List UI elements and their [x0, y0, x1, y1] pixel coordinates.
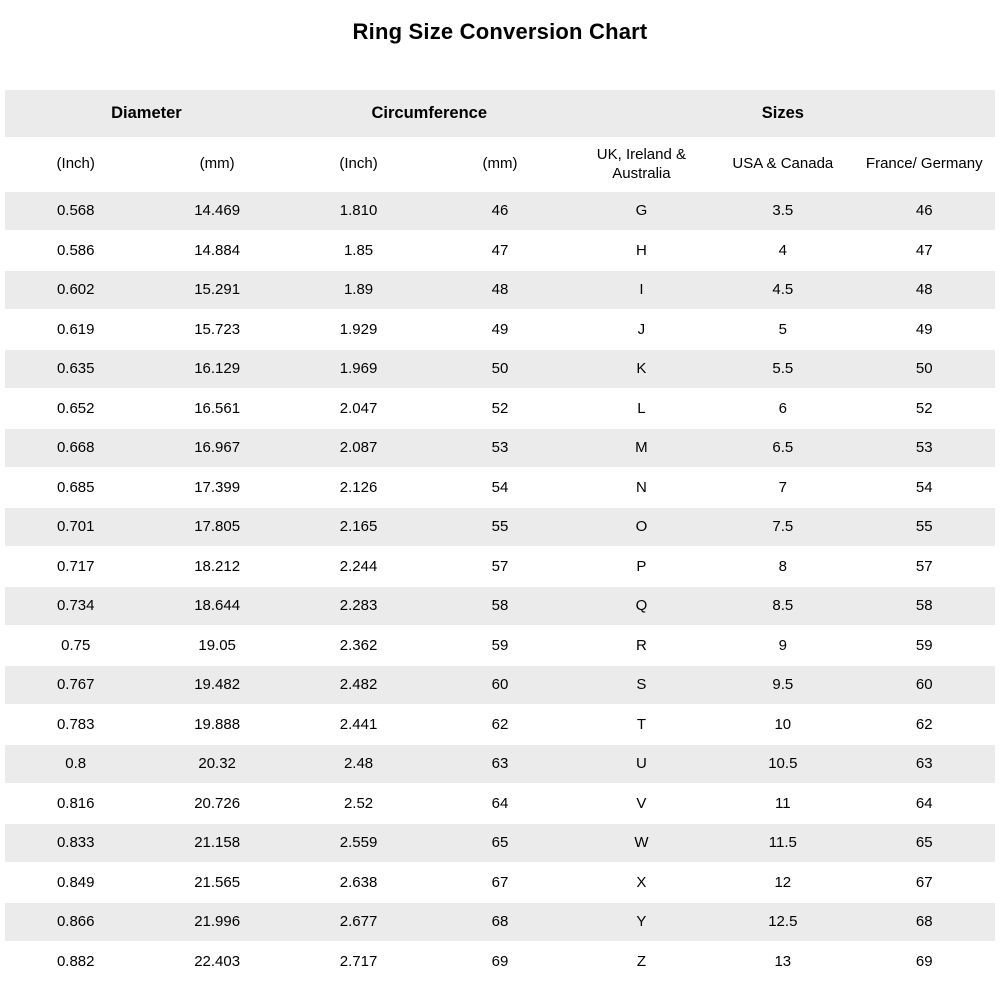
table-cell: 47: [429, 231, 570, 271]
table-row: [5, 744, 995, 784]
table-cell: 0.602: [5, 270, 146, 310]
table-cell: 2.482: [288, 665, 429, 705]
table-cell: 5: [712, 310, 853, 350]
table-cell: 46: [854, 191, 995, 231]
table-cell: 10.5: [712, 744, 853, 784]
table-cell: 2.717: [288, 942, 429, 981]
table-cell: 1.969: [288, 349, 429, 389]
table-cell: 13: [712, 942, 853, 981]
table-cell: 52: [429, 389, 570, 429]
table-cell: X: [571, 863, 712, 903]
table-cell: 0.866: [5, 902, 146, 942]
table-cell: 14.469: [146, 191, 287, 231]
table-cell: 55: [429, 507, 570, 547]
table-cell: 18.644: [146, 586, 287, 626]
table-cell: N: [571, 468, 712, 508]
table-cell: Q: [571, 586, 712, 626]
table-cell: 63: [854, 744, 995, 784]
table-cell: 65: [429, 823, 570, 863]
table-cell: Y: [571, 902, 712, 942]
table-cell: 0.619: [5, 310, 146, 350]
table-cell: 12: [712, 863, 853, 903]
table-cell: P: [571, 547, 712, 587]
table-cell: 48: [854, 270, 995, 310]
table-cell: 10: [712, 705, 853, 745]
table-cell: 47: [854, 231, 995, 271]
table-row: [5, 586, 995, 626]
table-cell: 21.565: [146, 863, 287, 903]
table-cell: 9.5: [712, 665, 853, 705]
table-cell: 49: [429, 310, 570, 350]
table-cell: 7: [712, 468, 853, 508]
table-cell: 64: [854, 784, 995, 824]
table-cell: G: [571, 191, 712, 231]
table-cell: 0.568: [5, 191, 146, 231]
table-cell: 16.561: [146, 389, 287, 429]
table-cell: 50: [429, 349, 570, 389]
table-cell: 0.783: [5, 705, 146, 745]
table-cell: 60: [854, 665, 995, 705]
table-cell: 1.810: [288, 191, 429, 231]
table-cell: 0.767: [5, 665, 146, 705]
table-cell: 0.8: [5, 744, 146, 784]
table-cell: 17.805: [146, 507, 287, 547]
table-row: [5, 547, 995, 587]
table-cell: 19.482: [146, 665, 287, 705]
table-cell: 62: [854, 705, 995, 745]
table-cell: 8.5: [712, 586, 853, 626]
table-row: [5, 270, 995, 310]
table-cell: M: [571, 428, 712, 468]
table-cell: 60: [429, 665, 570, 705]
table-row: [5, 310, 995, 350]
table-cell: 8: [712, 547, 853, 587]
table-cell: V: [571, 784, 712, 824]
table-cell: 6.5: [712, 428, 853, 468]
column-header-circumference-mm: (mm): [429, 137, 570, 191]
table-row: [5, 349, 995, 389]
table-row: [5, 626, 995, 666]
table-row: [5, 942, 995, 981]
table-cell: 12.5: [712, 902, 853, 942]
table-cell: 3.5: [712, 191, 853, 231]
table-cell: 21.158: [146, 823, 287, 863]
table-cell: 58: [429, 586, 570, 626]
group-header-sizes: Sizes: [571, 90, 995, 137]
table-cell: O: [571, 507, 712, 547]
table-cell: 0.652: [5, 389, 146, 429]
table-cell: 0.734: [5, 586, 146, 626]
table-cell: 2.047: [288, 389, 429, 429]
table-row: [5, 191, 995, 231]
table-cell: 58: [854, 586, 995, 626]
table-cell: 2.677: [288, 902, 429, 942]
table-body: [5, 191, 995, 980]
table-cell: 52: [854, 389, 995, 429]
table-cell: 2.48: [288, 744, 429, 784]
table-cell: 4: [712, 231, 853, 271]
table-cell: 49: [854, 310, 995, 350]
table-cell: W: [571, 823, 712, 863]
table-cell: 0.586: [5, 231, 146, 271]
column-header-usa-canada: USA & Canada: [712, 137, 853, 191]
table-cell: 67: [854, 863, 995, 903]
table-cell: 2.087: [288, 428, 429, 468]
table-cell: 15.291: [146, 270, 287, 310]
table-cell: 0.75: [5, 626, 146, 666]
column-header-france-germany: France/ Germany: [854, 137, 995, 191]
table-cell: 0.849: [5, 863, 146, 903]
table-row: [5, 665, 995, 705]
table-row: [5, 231, 995, 271]
table-cell: 14.884: [146, 231, 287, 271]
table-cell: 21.996: [146, 902, 287, 942]
table-cell: K: [571, 349, 712, 389]
table-cell: R: [571, 626, 712, 666]
group-header-row: [5, 90, 995, 137]
table-cell: 67: [429, 863, 570, 903]
table-cell: 2.126: [288, 468, 429, 508]
table-cell: 0.668: [5, 428, 146, 468]
table-cell: 0.685: [5, 468, 146, 508]
table-cell: 1.85: [288, 231, 429, 271]
table-row: [5, 902, 995, 942]
table-cell: 2.244: [288, 547, 429, 587]
table-cell: 57: [854, 547, 995, 587]
table-cell: 63: [429, 744, 570, 784]
table-cell: 2.638: [288, 863, 429, 903]
table-row: [5, 784, 995, 824]
group-header-circumference: Circumference: [288, 90, 571, 137]
column-header-circumference-inch: (Inch): [288, 137, 429, 191]
table-cell: 1.929: [288, 310, 429, 350]
table-cell: 53: [854, 428, 995, 468]
table-row: [5, 823, 995, 863]
column-header-diameter-mm: (mm): [146, 137, 287, 191]
table-cell: 46: [429, 191, 570, 231]
table-cell: 0.635: [5, 349, 146, 389]
table-cell: 20.726: [146, 784, 287, 824]
table-cell: 4.5: [712, 270, 853, 310]
table-cell: 62: [429, 705, 570, 745]
table-cell: 64: [429, 784, 570, 824]
table-cell: 57: [429, 547, 570, 587]
table-cell: 5.5: [712, 349, 853, 389]
table-cell: 2.559: [288, 823, 429, 863]
table-cell: 65: [854, 823, 995, 863]
table-cell: L: [571, 389, 712, 429]
table-cell: 2.362: [288, 626, 429, 666]
page-title: Ring Size Conversion Chart: [352, 19, 648, 44]
table-cell: 2.441: [288, 705, 429, 745]
table-cell: 1.89: [288, 270, 429, 310]
table-row: [5, 705, 995, 745]
table-cell: I: [571, 270, 712, 310]
table-cell: 6: [712, 389, 853, 429]
table-cell: 54: [429, 468, 570, 508]
table-cell: 20.32: [146, 744, 287, 784]
table-cell: 19.888: [146, 705, 287, 745]
table-cell: 68: [429, 902, 570, 942]
table-cell: 22.403: [146, 942, 287, 981]
column-header-uk-ireland-australia: UK, Ireland & Australia: [571, 137, 712, 191]
table-cell: 0.816: [5, 784, 146, 824]
table-cell: 17.399: [146, 468, 287, 508]
table-cell: 9: [712, 626, 853, 666]
table-cell: 0.882: [5, 942, 146, 981]
table-cell: 16.129: [146, 349, 287, 389]
table-row: [5, 389, 995, 429]
table-cell: 68: [854, 902, 995, 942]
column-header-row: [5, 137, 995, 191]
table-cell: 11.5: [712, 823, 853, 863]
table-cell: 2.165: [288, 507, 429, 547]
table-cell: 0.833: [5, 823, 146, 863]
table-cell: 54: [854, 468, 995, 508]
table-cell: 19.05: [146, 626, 287, 666]
table-cell: 55: [854, 507, 995, 547]
table-cell: T: [571, 705, 712, 745]
table-cell: 59: [854, 626, 995, 666]
table-cell: 16.967: [146, 428, 287, 468]
table-cell: 53: [429, 428, 570, 468]
table-cell: S: [571, 665, 712, 705]
table-cell: H: [571, 231, 712, 271]
table-cell: 2.283: [288, 586, 429, 626]
table-cell: U: [571, 744, 712, 784]
table-cell: 18.212: [146, 547, 287, 587]
ring-size-conversion-table: [5, 90, 995, 980]
table-cell: 11: [712, 784, 853, 824]
table-cell: 0.717: [5, 547, 146, 587]
column-header-diameter-inch: (Inch): [5, 137, 146, 191]
table-row: [5, 863, 995, 903]
table-cell: 69: [429, 942, 570, 981]
table-cell: 69: [854, 942, 995, 981]
table-cell: Z: [571, 942, 712, 981]
table-cell: J: [571, 310, 712, 350]
table-cell: 2.52: [288, 784, 429, 824]
table-cell: 59: [429, 626, 570, 666]
table-row: [5, 507, 995, 547]
table-cell: 15.723: [146, 310, 287, 350]
table-cell: 0.701: [5, 507, 146, 547]
table-cell: 7.5: [712, 507, 853, 547]
table-row: [5, 468, 995, 508]
group-header-diameter: Diameter: [5, 90, 288, 137]
table-row: [5, 428, 995, 468]
table-cell: 50: [854, 349, 995, 389]
table-cell: 48: [429, 270, 570, 310]
